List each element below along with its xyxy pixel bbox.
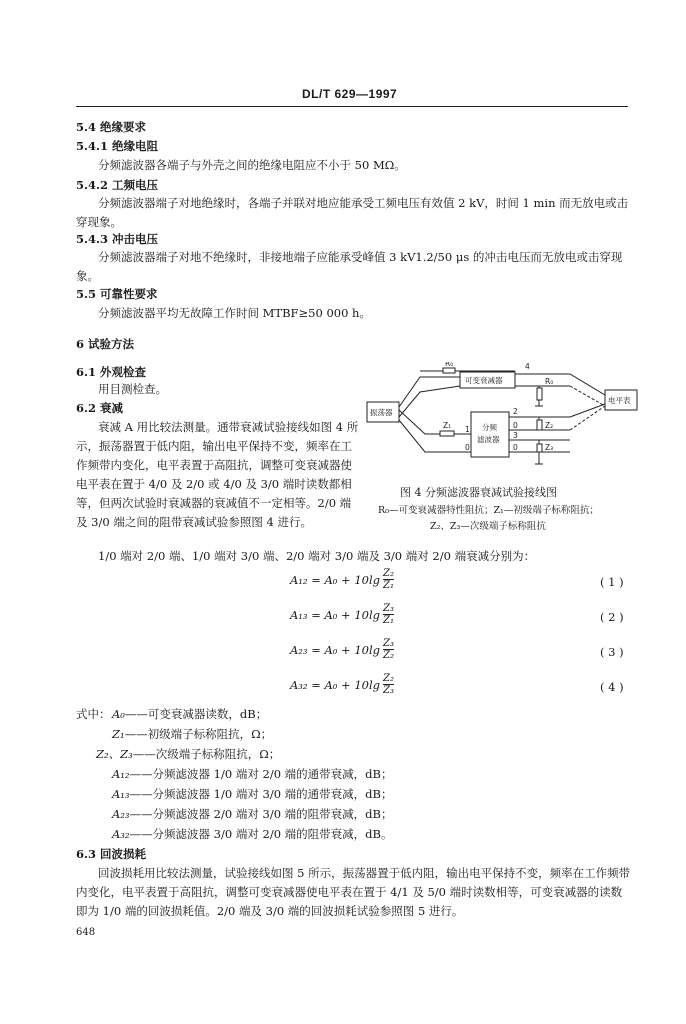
figure-4-note-2: Z₂、Z₃—次级端子标称阻抗	[430, 521, 546, 532]
section-5-4-3-title: 5.4.3 冲击电压	[76, 232, 159, 246]
figure-4-caption: 图 4 分频滤波器衰减试验接线图	[400, 486, 557, 499]
eq4-num: Z₂	[383, 673, 394, 684]
eq1-rhs: = A₀ + 10lg	[311, 572, 381, 587]
section-6-2-title: 6.2 衰减	[76, 401, 124, 415]
eq4-lhs: A₃₂	[290, 677, 308, 692]
eq4-den: Z₃	[383, 685, 394, 696]
attenuator-label: 可变衰减器	[465, 376, 503, 385]
section-5-5-text: 分频滤波器平均无故障工作时间 MTBF≥50 000 h。	[98, 306, 371, 320]
page-header-code: DL/T 629—1997	[302, 87, 398, 101]
z2-label: Z₂	[545, 421, 554, 430]
eq2-num: Z₃	[383, 603, 394, 614]
eq3-num: Z₃	[383, 638, 394, 649]
eq1-num: Z₂	[383, 568, 394, 579]
terminal-1: 1	[465, 425, 470, 434]
definition-a13: A₁₃——分频滤波器 1/0 端对 3/0 端的通带衰减，dB；	[112, 787, 393, 801]
r0-label: R₀	[445, 362, 454, 368]
section-5-4-2-text: 分频滤波器端子对地绝缘时，各端子并联对地应能承受工频电压有效值 2 kV，时间 1 min 而无放电或击穿现象。	[76, 196, 629, 229]
header-rule	[76, 106, 628, 107]
z1-label: Z₁	[443, 421, 452, 430]
equation-1	[290, 568, 394, 591]
section-6-3-title: 6.3 回波损耗	[76, 847, 147, 861]
definition-z2-z3: Z₂、Z₃——次级端子标称阻抗，Ω；	[96, 747, 281, 761]
section-5-4-3-text: 分频滤波器端子对地不绝缘时，非接地端子应能承受峰值 3 kV1.2/50 μs 的冲击电压而无放电或击穿现象。	[76, 250, 623, 283]
page-number: 648	[76, 927, 96, 938]
section-6-1-text: 用目测检查。	[98, 382, 167, 396]
section-5-4-1-text: 分频滤波器各端子与外壳之间的绝缘电阻应不小于 50 MΩ。	[98, 158, 406, 172]
eq1-den: Z₁	[383, 580, 394, 591]
equation-4-number: ( 4 )	[600, 680, 624, 694]
eq2-den: Z₁	[383, 615, 394, 626]
equation-3	[290, 638, 394, 661]
definition-a0: A₀——可变衰减器读数，dB；	[112, 707, 268, 721]
equation-4	[290, 673, 394, 696]
equation-2-number: ( 2 )	[600, 610, 624, 624]
definitions-prefix: 式中：	[76, 707, 111, 721]
section-5-5-title: 5.5 可靠性要求	[76, 287, 158, 301]
eq3-rhs: = A₀ + 10lg	[311, 642, 381, 657]
terminal-2: 2	[513, 407, 518, 416]
z3-label: Z₃	[545, 443, 554, 452]
section-5-4-1-title: 5.4.1 绝缘电阻	[76, 139, 159, 153]
figure-4-note-1: R₀—可变衰减器特性阻抗；Z₁—初级端子标称阻抗；	[378, 505, 599, 516]
figure-4-diagram	[365, 362, 640, 477]
meter-label: 电平表	[608, 396, 631, 405]
definition-a12: A₁₂——分频滤波器 1/0 端对 2/0 端的通带衰减，dB；	[112, 767, 393, 781]
filter-label-1: 分频	[482, 423, 497, 432]
section-6-1-title: 6.1 外观检查	[76, 365, 147, 379]
eq1-lhs: A₁₂	[290, 572, 308, 587]
section-5-4-2-title: 5.4.2 工频电压	[76, 178, 159, 192]
section-5-4-title: 5.4 绝缘要求	[76, 120, 147, 134]
equation-3-number: ( 3 )	[600, 645, 624, 659]
equation-2	[290, 603, 394, 626]
filter-label-2: 滤波器	[477, 435, 500, 444]
definition-a23: A₂₃——分频滤波器 2/0 端对 3/0 端的阻带衰减，dB；	[112, 807, 393, 821]
eq2-lhs: A₁₃	[290, 607, 308, 622]
definition-a32: A₃₂——分频滤波器 3/0 端对 2/0 端的阻带衰减，dB。	[112, 827, 393, 841]
terminal-0a: 0	[465, 443, 470, 452]
eq3-den: Z₂	[383, 650, 394, 661]
definition-z1: Z₁——初级端子标称阻抗，Ω；	[112, 727, 273, 741]
terminal-0c: 0	[513, 443, 518, 452]
section-6-2-summary: 1/0 端对 2/0 端、1/0 端对 3/0 端、2/0 端对 3/0 端及 3/0 端对 2/0 端衰减分别为：	[98, 549, 536, 563]
section-6-2-text: 衰减 A 用比较法测量。通带衰减试验接线如图 4 所示，振荡器置于低内阻，输出电平保持不变，频率在工作频带内变化，电平表置于高阻抗，调整可变衰减器使电平表在置于 4/0 及 2/0 或 4/0 及 3/0 端时读数都相等，但两次试验时衰减器的衰减值不一定相等。2/0 端及 3/0 端之间的阻带衰减试验参照图 4 进行。	[76, 420, 359, 529]
section-6-title: 6 试验方法	[76, 337, 135, 351]
equation-1-number: ( 1 )	[600, 575, 624, 589]
eq2-rhs: = A₀ + 10lg	[311, 607, 381, 622]
terminal-0b: 0	[513, 421, 518, 430]
eq4-rhs: = A₀ + 10lg	[311, 677, 381, 692]
osc-label: 振荡器	[370, 408, 393, 417]
section-6-3-text: 回波损耗用比较法测量，试验接线如图 5 所示，振荡器置于低内阻，输出电平保持不变，频率在工作频带内变化，电平表置于高阻抗，调整可变衰减器使电平表在置于 4/1 及 5/0 端时读数相等，可变衰减器的读数即为 1/0 端的回波损耗值。2/0 端及 3/0 端的回波损耗试验参照图 5 进行。	[76, 866, 631, 918]
terminal-4: 4	[525, 362, 530, 371]
eq3-lhs: A₂₃	[290, 642, 308, 657]
terminal-3: 3	[513, 431, 518, 440]
r0b-label: R₀	[545, 377, 554, 386]
